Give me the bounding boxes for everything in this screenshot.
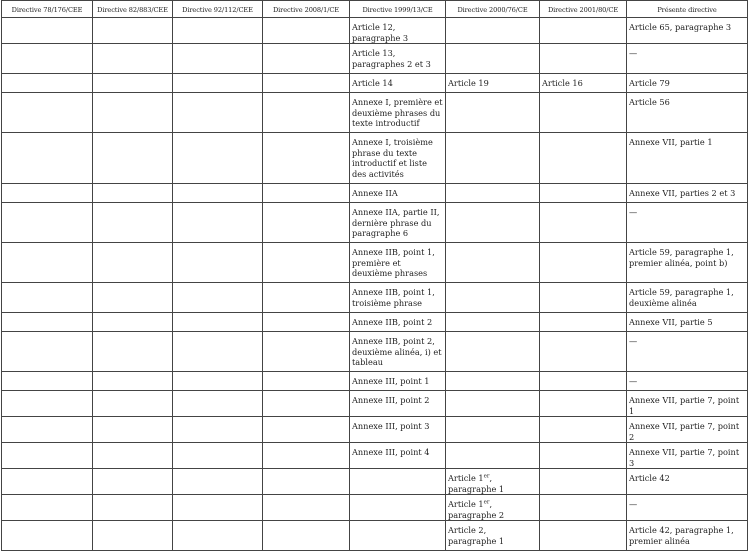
table-cell: [93, 18, 173, 44]
table-cell: Annexe VII, partie 7, point 3: [627, 443, 748, 469]
table-cell: [263, 133, 350, 184]
table-cell: [263, 203, 350, 243]
table-cell: [263, 495, 350, 521]
header-cell: Directive 2001/80/CE: [540, 1, 627, 18]
table-cell: Article 59, paragraphe 1, premier alinéa, point b): [627, 243, 748, 283]
table-cell: [173, 417, 263, 443]
table-cell: [540, 203, 627, 243]
table-cell: Annexe I, troisième phrase du texte introductif et liste des activités: [350, 133, 446, 184]
table-cell: [446, 18, 540, 44]
table-cell: [93, 184, 173, 203]
table-cell: [93, 417, 173, 443]
table-cell: [263, 443, 350, 469]
table-cell: [2, 469, 93, 495]
table-cell: —: [627, 203, 748, 243]
table-cell: [2, 133, 93, 184]
table-cell: [446, 243, 540, 283]
table-cell: [2, 44, 93, 74]
table-cell: [446, 313, 540, 332]
table-cell: Annexe III, point 4: [350, 443, 446, 469]
table-cell: Annexe VII, partie 1: [627, 133, 748, 184]
table-cell: [93, 372, 173, 391]
table-row: [2, 469, 748, 495]
table-row: [2, 93, 748, 133]
table-cell: [540, 133, 627, 184]
table-cell: [263, 332, 350, 372]
table-cell: [2, 521, 93, 551]
table-body: [2, 18, 748, 551]
table-cell: [2, 417, 93, 443]
table-cell: [446, 332, 540, 372]
table-cell: Article 1er, paragraphe 1: [446, 469, 540, 495]
table-cell: [93, 133, 173, 184]
table-row: [2, 521, 748, 551]
table-cell: [2, 443, 93, 469]
table-cell: [2, 243, 93, 283]
table-cell: [173, 283, 263, 313]
table-cell: [540, 495, 627, 521]
table-cell: [93, 443, 173, 469]
table-cell: [93, 391, 173, 417]
table-cell: [446, 283, 540, 313]
table-cell: [263, 469, 350, 495]
table-cell: [263, 184, 350, 203]
table-row: [2, 133, 748, 184]
table-cell: [93, 93, 173, 133]
table-cell: Annexe IIB, point 2, deuxième alinéa, i) et tableau: [350, 332, 446, 372]
table-cell: [540, 18, 627, 44]
table-cell: [93, 495, 173, 521]
table-cell: [93, 283, 173, 313]
table-cell: [173, 495, 263, 521]
table-cell: [93, 521, 173, 551]
table-cell: [173, 372, 263, 391]
table-row: [2, 203, 748, 243]
table-cell: [263, 74, 350, 93]
table-cell: Annexe IIB, point 2: [350, 313, 446, 332]
header-cell: Directive 78/176/CEE: [2, 1, 93, 18]
table-cell: [93, 469, 173, 495]
table-cell: [263, 243, 350, 283]
table-cell: [173, 133, 263, 184]
table-cell: [263, 283, 350, 313]
table-cell: Annexe IIB, point 1, troisième phrase: [350, 283, 446, 313]
table-cell: Article 19: [446, 74, 540, 93]
table-cell: Article 59, paragraphe 1, deuxième alinéa: [627, 283, 748, 313]
table-cell: [263, 44, 350, 74]
table-cell: Annexe VII, partie 7, point 2: [627, 417, 748, 443]
table-row: [2, 313, 748, 332]
table-cell: Annexe III, point 3: [350, 417, 446, 443]
table-cell: Annexe IIA, partie II, dernière phrase du paragraphe 6: [350, 203, 446, 243]
table-cell: Article 2, paragraphe 1: [446, 521, 540, 551]
table-cell: [93, 74, 173, 93]
table-cell: [2, 93, 93, 133]
table-cell: Annexe I, première et deuxième phrases du texte introductif: [350, 93, 446, 133]
table-row: [2, 391, 748, 417]
table-cell: [540, 417, 627, 443]
header-cell: Directive 2000/76/CE: [446, 1, 540, 18]
table-cell: [173, 44, 263, 74]
table-row: [2, 417, 748, 443]
table-cell: Annexe VII, partie 7, point 1: [627, 391, 748, 417]
table-cell: [173, 93, 263, 133]
table-cell: —: [627, 372, 748, 391]
table-cell: [2, 18, 93, 44]
table-cell: [173, 74, 263, 93]
table-cell: Article 79: [627, 74, 748, 93]
table-cell: [93, 44, 173, 74]
table-cell: [540, 469, 627, 495]
table-cell: [446, 44, 540, 74]
table-cell: [540, 372, 627, 391]
header-cell: Directive 92/112/CEE: [173, 1, 263, 18]
table-cell: [446, 417, 540, 443]
table-cell: Article 14: [350, 74, 446, 93]
table-cell: —: [627, 44, 748, 74]
table-cell: [446, 443, 540, 469]
table-cell: [540, 521, 627, 551]
table-row: [2, 184, 748, 203]
table-cell: [446, 133, 540, 184]
table-cell: [173, 184, 263, 203]
header-cell: Directive 82/883/CEE: [93, 1, 173, 18]
table-row: [2, 18, 748, 44]
table-cell: [350, 521, 446, 551]
table-cell: [2, 372, 93, 391]
table-row: [2, 243, 748, 283]
table-cell: [2, 74, 93, 93]
table-cell: [263, 391, 350, 417]
table-cell: [540, 44, 627, 74]
table-cell: [173, 243, 263, 283]
header-cell: Présente directive: [627, 1, 748, 18]
table-cell: [263, 313, 350, 332]
table-cell: [263, 93, 350, 133]
table-cell: [540, 283, 627, 313]
table-cell: [173, 332, 263, 372]
table-cell: Article 42, paragraphe 1, premier alinéa: [627, 521, 748, 551]
table-cell: [446, 184, 540, 203]
table-cell: [2, 283, 93, 313]
table-cell: [2, 313, 93, 332]
table-cell: [263, 417, 350, 443]
table-cell: [446, 372, 540, 391]
table-row: [2, 283, 748, 313]
table-cell: Annexe III, point 2: [350, 391, 446, 417]
table-cell: [540, 391, 627, 417]
table-cell: [446, 391, 540, 417]
table-row: [2, 44, 748, 74]
table-cell: [173, 313, 263, 332]
table-row: [2, 495, 748, 521]
correlation-table: [1, 0, 748, 551]
table-cell: Annexe VII, partie 5: [627, 313, 748, 332]
table-cell: [540, 443, 627, 469]
table-cell: [540, 93, 627, 133]
table-cell: Article 1er, paragraphe 2: [446, 495, 540, 521]
table-cell: [93, 332, 173, 372]
table-cell: [263, 521, 350, 551]
table-cell: [540, 243, 627, 283]
table-cell: Annexe III, point 1: [350, 372, 446, 391]
table-cell: [350, 495, 446, 521]
table-cell: Annexe VII, parties 2 et 3: [627, 184, 748, 203]
table-cell: Article 13, paragraphes 2 et 3: [350, 44, 446, 74]
table-cell: Article 65, paragraphe 3: [627, 18, 748, 44]
table-cell: Article 12, paragraphe 3: [350, 18, 446, 44]
table-cell: Article 16: [540, 74, 627, 93]
table-row: [2, 74, 748, 93]
table-cell: [350, 469, 446, 495]
table-cell: Article 56: [627, 93, 748, 133]
table-cell: [2, 203, 93, 243]
table-cell: [2, 391, 93, 417]
table-cell: —: [627, 495, 748, 521]
table-cell: [173, 469, 263, 495]
table-row: [2, 332, 748, 372]
header-row: [2, 1, 748, 18]
table-cell: [446, 203, 540, 243]
table-cell: [540, 184, 627, 203]
table-cell: [263, 372, 350, 391]
header-cell: Directive 2008/1/CE: [263, 1, 350, 18]
table-cell: [173, 203, 263, 243]
header-cell: Directive 1999/13/CE: [350, 1, 446, 18]
table-row: [2, 443, 748, 469]
table-cell: [93, 203, 173, 243]
table-cell: [173, 391, 263, 417]
table-cell: —: [627, 332, 748, 372]
table-cell: [2, 184, 93, 203]
table-cell: [173, 521, 263, 551]
correlation-table-container: [1, 0, 749, 551]
table-cell: [2, 332, 93, 372]
table-cell: [2, 495, 93, 521]
table-cell: [173, 18, 263, 44]
table-cell: [446, 93, 540, 133]
table-row: [2, 372, 748, 391]
table-cell: [540, 332, 627, 372]
table-cell: Annexe IIA: [350, 184, 446, 203]
table-cell: [93, 243, 173, 283]
table-cell: [173, 443, 263, 469]
table-cell: [93, 313, 173, 332]
table-cell: [540, 313, 627, 332]
table-cell: Annexe IIB, point 1, première et deuxième phrases: [350, 243, 446, 283]
table-cell: Article 42: [627, 469, 748, 495]
table-cell: [263, 18, 350, 44]
